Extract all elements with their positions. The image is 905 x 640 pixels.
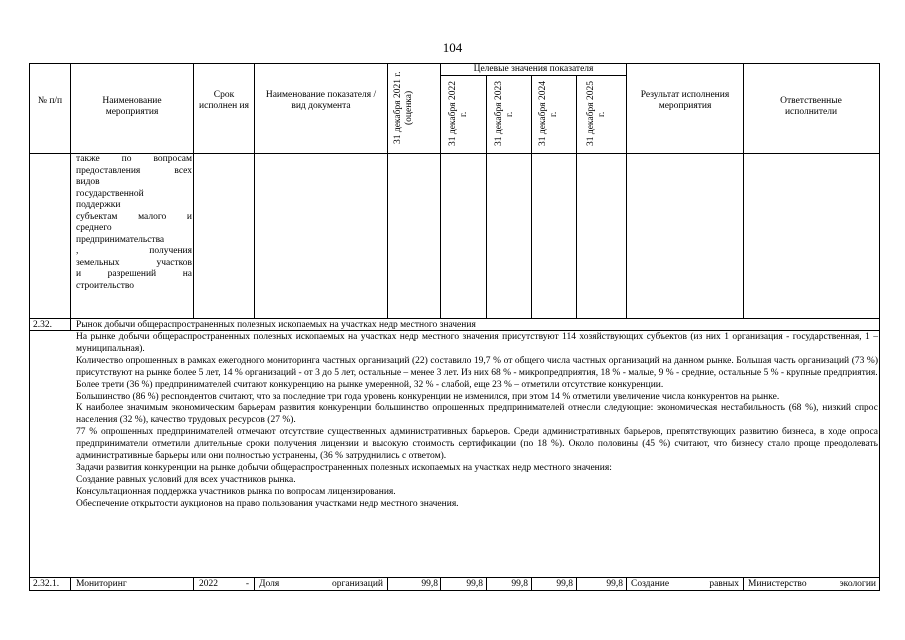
continuation-line: видов bbox=[76, 177, 100, 187]
continuation-line: среднего bbox=[76, 223, 112, 233]
continuation-line: субъектам малого и bbox=[76, 211, 192, 222]
paragraph: Большинство (86 %) респондентов считают, что за последние три года уровень конкуренции не изменился, при этом 14 % отметили увеличение числа конкурентов на рынке. bbox=[76, 391, 780, 402]
paragraph: Количество опрошенных в рамках ежегодного мониторинга частных организаций (22) составило 19,7 % от общего числа частных организаций на данном рынке. Большая часть организаций (73 %) присутствуют на рынке более 5 лет, 14 % организаций - от 3 до 5 лет, остальные – менее 3 лет. Из них 68 % - микропредприятия, 18 % - малые, 9 % - средние, остальные 5 % - крупные предприятия. bbox=[76, 355, 878, 378]
continuation-line: , получения bbox=[76, 246, 192, 256]
row-value-2023: 99,8 bbox=[511, 579, 528, 589]
row-indicator: Доля организаций bbox=[259, 579, 383, 589]
continuation-line: предоставления всех bbox=[76, 165, 192, 176]
header-2023: 31 декабря 2023 г. bbox=[494, 81, 515, 147]
paragraph: Обеспечение открытости аукционов на право пользования участками недр местного значения. bbox=[76, 498, 459, 509]
row-responsible: Министерство экологии bbox=[748, 579, 876, 589]
paragraph: Создание равных условий для всех участников рынка. bbox=[76, 474, 296, 485]
row-value-2021: 99,8 bbox=[421, 579, 438, 589]
paragraph: Более трети (36 %) предпринимателей считают конкуренцию на рынке умеренной, 32 % - слабой, еще 23 % – отметили отсутствие конкуренции. bbox=[76, 379, 664, 390]
row-event: Мониторинг bbox=[76, 579, 127, 589]
header-num: № п/п bbox=[37, 96, 63, 106]
row-value-2024: 99,8 bbox=[556, 579, 573, 589]
header-2025: 31 декабря 2025 г. bbox=[586, 81, 607, 147]
page-number: 104 bbox=[442, 40, 463, 55]
continuation-text bbox=[76, 154, 192, 292]
continuation-line: строительство bbox=[76, 280, 135, 291]
paragraph: Задачи развития конкуренции на рынке добычи общераспространенных полезных ископаемых на участках недр местного значения: bbox=[76, 462, 612, 473]
continuation-line: государственной bbox=[76, 188, 144, 199]
header-indicator: Наименование показателя / вид документа bbox=[265, 90, 377, 111]
continuation-line: земельных участков bbox=[76, 257, 192, 268]
header-deadline: Срок исполнен ия bbox=[199, 90, 249, 111]
header-2024: 31 декабря 2024 г. bbox=[538, 81, 559, 147]
header-event-name: Наименование мероприятия bbox=[102, 96, 162, 117]
header-result: Результат исполнения мероприятия bbox=[640, 90, 730, 111]
row-number: 2.32.1. bbox=[33, 579, 60, 589]
section-description bbox=[76, 332, 878, 511]
continuation-line: и разрешений на bbox=[76, 269, 192, 279]
paragraph: 77 % опрошенных предпринимателей отмечают отсутствие существенных административных барьеров. Среди административных барьеров, препятствующих развитию бизнеса, в ходе опроса предприниматели отметили длительные сроки получения лицензии и высокую стоимость сертификации (по 18 %). Около половины (45 %) считают, что бизнесу стало проще преодолевать административные барьеры или они полностью устранены, (36 % затруднились с ответом). bbox=[76, 427, 878, 462]
continuation-line: предпринимательства bbox=[76, 234, 165, 245]
continuation-line: также по вопросам bbox=[76, 154, 192, 164]
row-value-2022: 99,8 bbox=[466, 579, 483, 589]
paragraph: К наиболее значимым экономическим барьерам развития конкуренции большинство опрошенных предпринимателей отнесли следующие: экономическая нестабильность (68 %), низкий спрос населения (32 %), качество трудовых ресурсов (27 %). bbox=[76, 403, 878, 426]
header-2021: 31 декабря 2021 г. (оценка) bbox=[393, 71, 414, 145]
row-value-2025: 99,8 bbox=[606, 579, 623, 589]
section-title: Рынок добычи общераспространенных полезных ископаемых на участках недр местного значения bbox=[76, 320, 476, 330]
row-result: Создание равных bbox=[631, 579, 739, 589]
header-target-values: Целевые значения показателя bbox=[473, 64, 594, 74]
section-number: 2.32. bbox=[33, 320, 52, 330]
paragraph: На рынке добычи общераспространенных полезных ископаемых на участках недр местного значения присутствуют 114 хозяйствующих субъектов (из них 1 организация - государственная, 1 – муниципальная). bbox=[76, 332, 878, 354]
header-responsible: Ответственные исполнители bbox=[780, 96, 842, 117]
header-2022: 31 декабря 2022 г. bbox=[448, 81, 469, 147]
row-deadline: 2022 - bbox=[199, 579, 249, 589]
paragraph: Консультационная поддержка участников рынка по вопросам лицензирования. bbox=[76, 486, 396, 497]
continuation-line: поддержки bbox=[76, 200, 121, 210]
